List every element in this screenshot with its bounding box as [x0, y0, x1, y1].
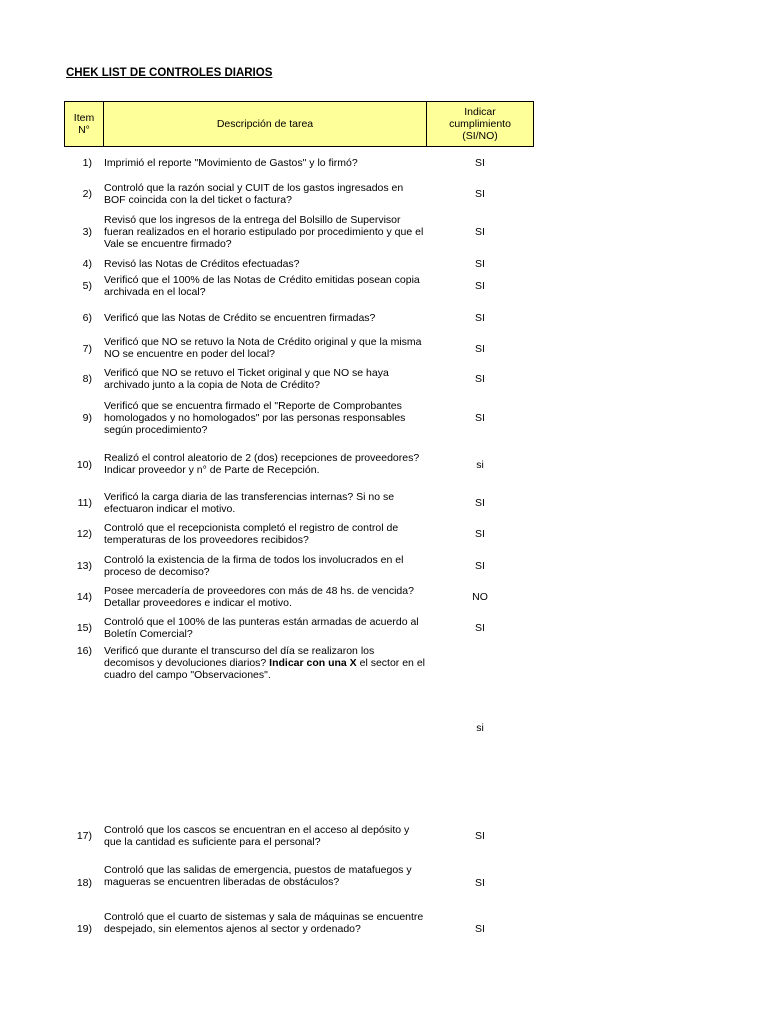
row-number: 16) — [76, 645, 92, 657]
row-number: 6) — [82, 312, 92, 324]
row-answer: SI — [475, 412, 485, 424]
row-answer: SI — [475, 373, 485, 385]
row-description: Controló que el recepcionista completó el registro de control de temperaturas de los proveedores recibidos? — [104, 522, 399, 546]
row-description-emphasis: Indicar con una X — [269, 657, 357, 669]
row-answer: SI — [475, 877, 485, 889]
row-description: Verificó que se encuentra firmado el "Reporte de Comprobantes homologados y no homologados" por las personas responsables según procedimiento? — [104, 400, 406, 436]
row-number: 9) — [82, 412, 92, 424]
header-indicator — [426, 101, 534, 147]
row-number: 2) — [82, 188, 92, 200]
row-description-tail: el sector en el cuadro del campo "Observaciones". — [104, 657, 425, 681]
row-answer: SI — [475, 830, 485, 842]
row-description: Realizó el control aleatorio de 2 (dos) recepciones de proveedores? Indicar proveedor y n° de Parte de Recepción. — [104, 452, 420, 476]
row-answer: si — [476, 459, 484, 471]
row-description: Controló la existencia de la firma de todos los involucrados en el proceso de decomiso? — [104, 554, 404, 578]
row-answer: SI — [475, 188, 485, 200]
header-item-label: Item N° — [73, 112, 95, 136]
row-description: Revisó que los ingresos de la entrega del Bolsillo de Supervisor fueran realizados en el horario estipulado por procedimiento y que el Vale se encuentre firmado? — [104, 214, 424, 250]
row-number: 19) — [76, 923, 92, 935]
row-description: Verificó la carga diaria de las transferencias internas? Si no se efectuaron indicar el motivo. — [104, 491, 395, 515]
row-description: Controló que los cascos se encuentran en el acceso al depósito y que la cantidad es suficiente para el personal? — [104, 824, 410, 848]
row-number: 7) — [82, 343, 92, 355]
row-answer: si — [476, 722, 484, 734]
row-number: 13) — [76, 560, 92, 572]
row-description: Verificó que NO se retuvo la Nota de Crédito original y que la misma NO se encuentre en poder del local? — [104, 336, 422, 360]
row-description: Revisó las Notas de Créditos efectuadas? — [104, 258, 300, 270]
row-description-text: Verificó que durante el transcurso del día se realizaron los decomisos y devoluciones diarios? — [104, 645, 375, 669]
header-indicator-label: Indicar cumplimiento (SI/NO) — [449, 106, 511, 142]
row-description: Verificó que el 100% de las Notas de Crédito emitidas posean copia archivada en el local? — [104, 274, 420, 298]
row-number: 8) — [82, 373, 92, 385]
row-number: 4) — [82, 258, 92, 270]
row-answer: SI — [475, 312, 485, 324]
row-description: Verificó que NO se retuvo el Ticket original y que NO se haya archivado junto a la copia de Nota de Crédito? — [104, 367, 389, 391]
row-description: Controló que el cuarto de sistemas y sala de máquinas se encuentre despejado, sin elementos ajenos al sector y ordenado? — [104, 911, 424, 935]
row-description: Controló que las salidas de emergencia, puestos de matafuegos y magueras se encuentren liberadas de obstáculos? — [104, 864, 412, 888]
row-answer: SI — [475, 497, 485, 509]
row-answer: SI — [475, 258, 485, 270]
row-answer: SI — [475, 923, 485, 935]
row-number: 12) — [76, 528, 92, 540]
row-number: 17) — [76, 830, 92, 842]
row-number: 15) — [76, 622, 92, 634]
row-answer: SI — [475, 560, 485, 572]
row-description: Controló que la razón social y CUIT de los gastos ingresados en BOF coincida con la del ticket o factura? — [104, 182, 404, 206]
row-answer: SI — [475, 343, 485, 355]
row-answer: SI — [475, 280, 485, 292]
row-description: Verificó que las Notas de Crédito se encuentren firmadas? — [104, 312, 376, 324]
header-description — [103, 101, 427, 147]
row-description — [104, 645, 426, 681]
header-item — [64, 101, 104, 147]
row-number: 18) — [76, 877, 92, 889]
row-answer: SI — [475, 157, 485, 169]
row-answer: SI — [475, 622, 485, 634]
row-description: Imprimió el reporte "Movimiento de Gastos" y lo firmó? — [104, 157, 358, 169]
row-number: 5) — [82, 280, 92, 292]
row-number: 11) — [77, 497, 92, 509]
row-number: 3) — [82, 226, 92, 238]
header-description-label: Descripción de tarea — [216, 118, 314, 130]
row-answer: NO — [472, 591, 488, 603]
row-number: 1) — [82, 157, 92, 169]
page-title: CHEK LIST DE CONTROLES DIARIOS — [66, 67, 273, 79]
row-number: 10) — [76, 459, 92, 471]
row-description: Posee mercadería de proveedores con más de 48 hs. de vencida? Detallar proveedores e indicar el motivo. — [104, 585, 414, 609]
row-answer: SI — [475, 226, 485, 238]
row-number: 14) — [76, 591, 92, 603]
row-answer: SI — [475, 528, 485, 540]
row-description: Controló que el 100% de las punteras están armadas de acuerdo al Boletín Comercial? — [104, 616, 419, 640]
